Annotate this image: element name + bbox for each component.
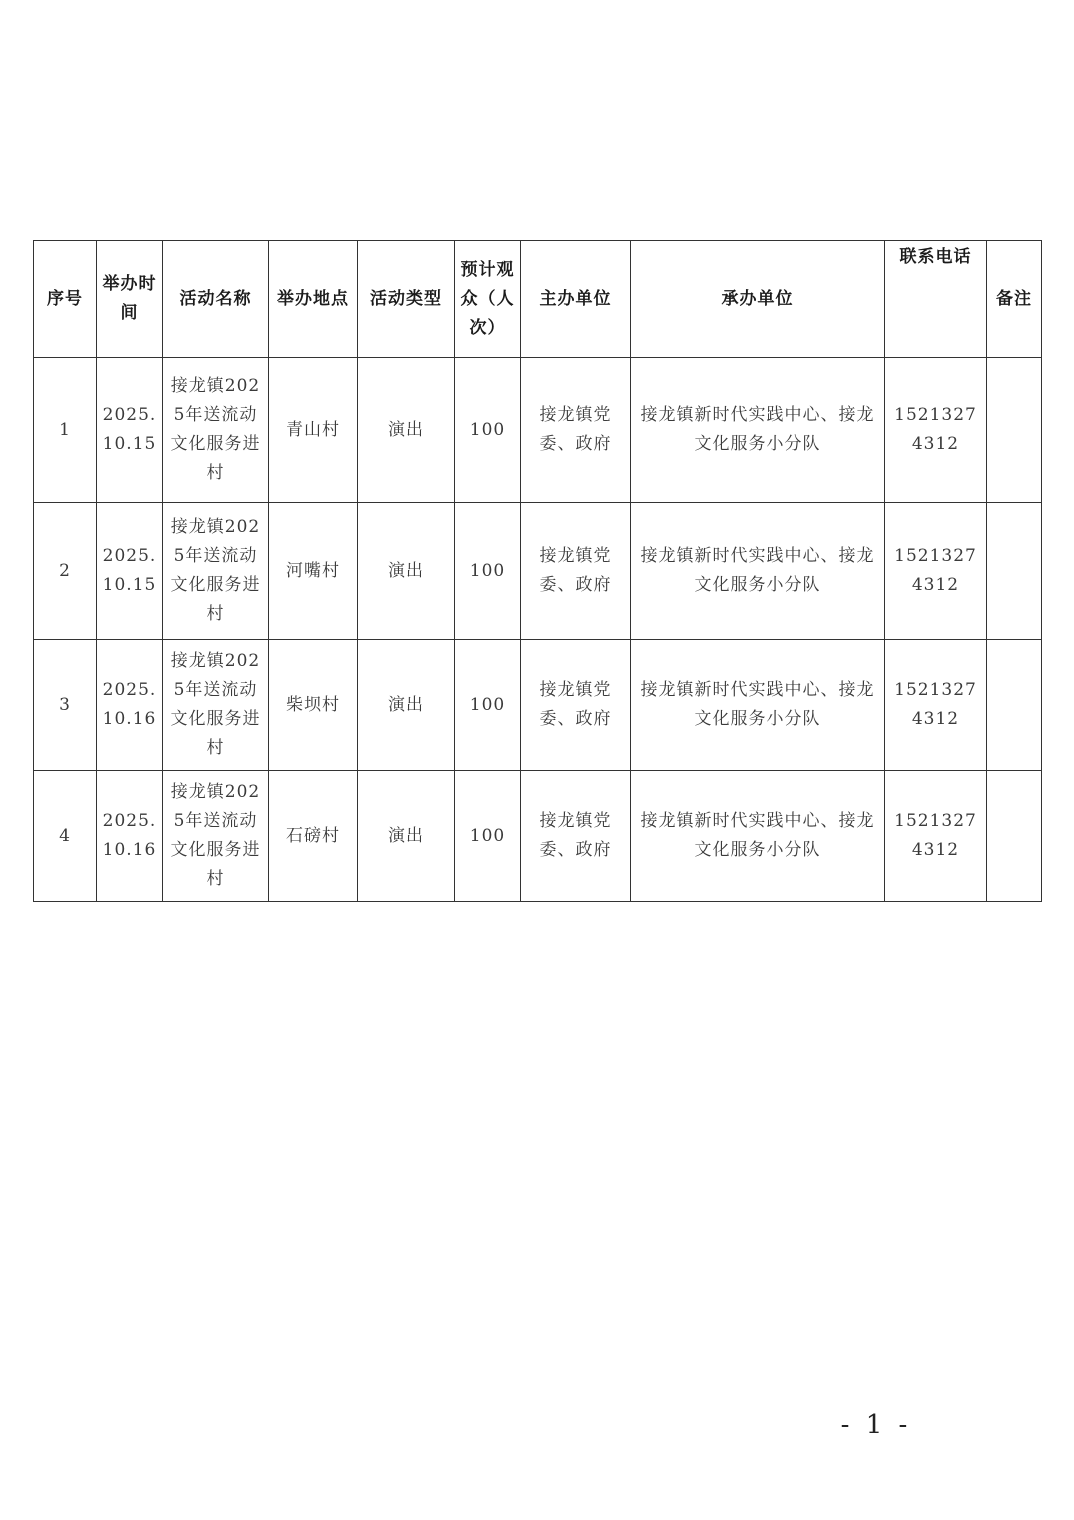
page-number: - 1 - — [840, 1410, 912, 1440]
header-activity-type: 活动类型 — [358, 241, 455, 358]
header-expected-audience: 预计观众（人次） — [455, 241, 521, 358]
cell-remarks — [987, 358, 1042, 503]
cell-index: 4 — [34, 771, 97, 902]
cell-date: 2025.10.15 — [97, 503, 163, 640]
cell-activity-type: 演出 — [358, 640, 455, 771]
cell-index: 3 — [34, 640, 97, 771]
header-activity-name: 活动名称 — [163, 241, 269, 358]
cell-activity-name: 接龙镇2025年送流动文化服务进村 — [163, 640, 269, 771]
header-phone: 联系电话 — [885, 241, 987, 358]
cell-organizer: 接龙镇党委、政府 — [521, 771, 631, 902]
cell-expected-audience: 100 — [455, 503, 521, 640]
cell-activity-name: 接龙镇2025年送流动文化服务进村 — [163, 503, 269, 640]
cell-remarks — [987, 503, 1042, 640]
cell-date: 2025.10.15 — [97, 358, 163, 503]
cell-undertaker: 接龙镇新时代实践中心、接龙文化服务小分队 — [631, 503, 885, 640]
cell-location: 河嘴村 — [269, 503, 358, 640]
cell-activity-type: 演出 — [358, 503, 455, 640]
cell-expected-audience: 100 — [455, 640, 521, 771]
table-header-row — [34, 241, 1042, 358]
table-row — [34, 771, 1042, 902]
cell-remarks — [987, 771, 1042, 902]
header-remarks: 备注 — [987, 241, 1042, 358]
cell-expected-audience: 100 — [455, 771, 521, 902]
cell-date: 2025.10.16 — [97, 640, 163, 771]
cell-expected-audience: 100 — [455, 358, 521, 503]
header-date: 举办时间 — [97, 241, 163, 358]
cell-organizer: 接龙镇党委、政府 — [521, 640, 631, 771]
cell-undertaker: 接龙镇新时代实践中心、接龙文化服务小分队 — [631, 640, 885, 771]
cell-activity-name: 接龙镇2025年送流动文化服务进村 — [163, 358, 269, 503]
cell-phone: 15213274312 — [885, 640, 987, 771]
header-location: 举办地点 — [269, 241, 358, 358]
cell-phone: 15213274312 — [885, 503, 987, 640]
cell-index: 2 — [34, 503, 97, 640]
cell-activity-type: 演出 — [358, 771, 455, 902]
cell-undertaker: 接龙镇新时代实践中心、接龙文化服务小分队 — [631, 358, 885, 503]
header-index: 序号 — [34, 241, 97, 358]
table-row — [34, 503, 1042, 640]
cell-organizer: 接龙镇党委、政府 — [521, 358, 631, 503]
cell-remarks — [987, 640, 1042, 771]
cell-activity-type: 演出 — [358, 358, 455, 503]
header-organizer: 主办单位 — [521, 241, 631, 358]
cell-phone: 15213274312 — [885, 771, 987, 902]
cell-organizer: 接龙镇党委、政府 — [521, 503, 631, 640]
table-row — [34, 358, 1042, 503]
header-undertaker: 承办单位 — [631, 241, 885, 358]
cell-activity-name: 接龙镇2025年送流动文化服务进村 — [163, 771, 269, 902]
activity-schedule-table — [33, 240, 1042, 902]
cell-date: 2025.10.16 — [97, 771, 163, 902]
cell-undertaker: 接龙镇新时代实践中心、接龙文化服务小分队 — [631, 771, 885, 902]
cell-location: 石磅村 — [269, 771, 358, 902]
cell-location: 青山村 — [269, 358, 358, 503]
cell-index: 1 — [34, 358, 97, 503]
cell-location: 柴坝村 — [269, 640, 358, 771]
table-row — [34, 640, 1042, 771]
cell-phone: 15213274312 — [885, 358, 987, 503]
